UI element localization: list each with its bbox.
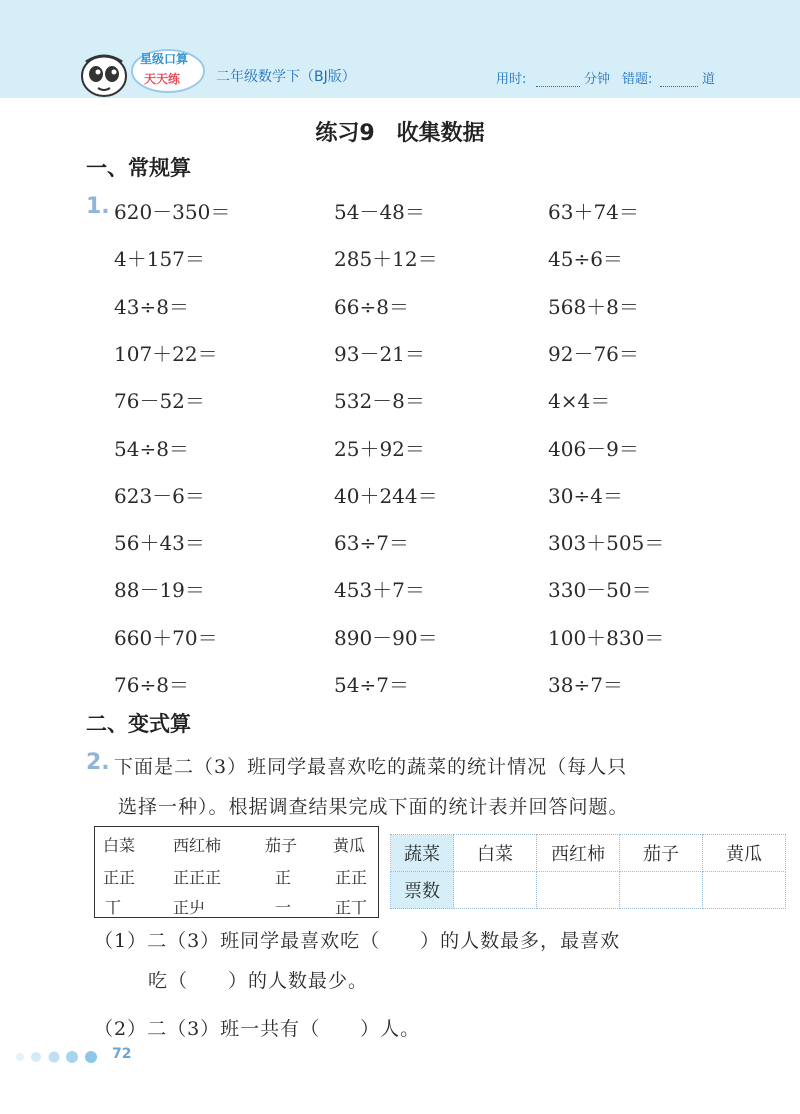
table-row xyxy=(391,835,786,872)
calc-problem: 623－6＝ xyxy=(114,483,205,508)
calc-problem: 92－76＝ xyxy=(548,341,639,366)
calc-problem: 285＋12＝ xyxy=(334,247,438,272)
badge-bottom-text: 天天练 xyxy=(144,72,181,86)
calc-problem: 54÷7＝ xyxy=(334,673,409,697)
calc-problem: 25＋92＝ xyxy=(334,436,425,461)
calc-problem: 330－50＝ xyxy=(548,578,652,603)
calc-problem: 660＋70＝ xyxy=(114,625,218,650)
minute-label: 分钟 xyxy=(584,72,611,87)
tally-header: 茄子 xyxy=(265,836,298,855)
tally-header: 白菜 xyxy=(103,836,136,855)
book-title: 二年级数学下（BJ版） xyxy=(216,69,356,85)
calc-problem: 38÷7＝ xyxy=(548,673,623,697)
subquestion-1-line2: 吃（ ）的人数最少。 xyxy=(148,970,369,992)
calc-problem: 303＋505＝ xyxy=(548,531,665,556)
calc-problem: 568＋8＝ xyxy=(548,294,639,319)
statistics-table xyxy=(390,834,786,909)
calc-problem: 100＋830＝ xyxy=(548,625,665,650)
table-row xyxy=(391,872,786,909)
badge-top-text: 星级口算 xyxy=(140,52,189,66)
table-row-head: 蔬菜 xyxy=(391,835,454,872)
calc-problem: 4＋157＝ xyxy=(114,247,205,272)
question-number-2: 2. xyxy=(86,750,110,775)
tally-mark: 正正 xyxy=(103,868,136,887)
tally-mark: 正 xyxy=(275,868,292,887)
subquestion-1-line1: （1）二（3）班同学最喜欢吃（ ）的人数最多，最喜欢 xyxy=(94,930,621,952)
calc-problem: 63÷7＝ xyxy=(334,531,409,556)
tally-header: 西红柿 xyxy=(173,836,222,855)
calc-problem: 45÷6＝ xyxy=(548,247,623,272)
tally-mark: 正䶹 xyxy=(173,898,206,917)
calc-problem: 66÷8＝ xyxy=(334,294,409,319)
calc-problem: 107＋22＝ xyxy=(114,341,218,366)
calc-problem: 54－48＝ xyxy=(334,200,425,224)
question-number-1: 1. xyxy=(86,194,110,219)
question-2-text-line2: 选择一种）。根据调查结果完成下面的统计表并回答问题。 xyxy=(118,796,629,818)
table-row-head: 票数 xyxy=(391,872,454,909)
calc-problem: 76－52＝ xyxy=(114,389,205,414)
answer-cell[interactable] xyxy=(537,872,620,909)
calc-problem: 620－350＝ xyxy=(114,200,231,224)
answer-cell[interactable] xyxy=(454,872,537,909)
calc-problem: 56＋43＝ xyxy=(114,531,205,556)
calc-problem: 93－21＝ xyxy=(334,341,425,366)
time-label: 用时: xyxy=(496,72,527,87)
tally-mark: 正丅 xyxy=(335,898,368,917)
calc-problem: 76÷8＝ xyxy=(114,673,189,697)
calc-problem: 453＋7＝ xyxy=(334,578,425,603)
calc-problem: 532－8＝ xyxy=(334,389,425,414)
tally-header: 黄瓜 xyxy=(333,836,366,855)
page-number: 72 xyxy=(112,1046,132,1062)
table-cell: 西红柿 xyxy=(537,835,620,872)
section-heading-routine: 一、常规算 xyxy=(86,156,191,180)
tally-mark: 一 xyxy=(275,898,292,917)
calc-problem: 63＋74＝ xyxy=(548,200,639,224)
calc-problem: 890－90＝ xyxy=(334,625,438,650)
calc-problem: 43÷8＝ xyxy=(114,294,189,319)
tally-mark: 正正正 xyxy=(173,868,222,887)
calc-problem: 88－19＝ xyxy=(114,578,205,603)
calc-problem: 406－9＝ xyxy=(548,436,639,461)
calc-problem: 54÷8＝ xyxy=(114,436,189,461)
answer-cell[interactable] xyxy=(620,872,703,909)
tally-survey-box xyxy=(94,826,379,918)
calc-problem: 30÷4＝ xyxy=(548,483,623,508)
subquestion-2: （2）二（3）班一共有（ ）人。 xyxy=(94,1018,421,1040)
errors-label: 错题: xyxy=(622,72,653,87)
count-label: 道 xyxy=(702,72,716,87)
table-cell: 白菜 xyxy=(454,835,537,872)
tally-mark: 正正 xyxy=(335,868,368,887)
section-heading-variant: 二、变式算 xyxy=(86,712,191,736)
answer-cell[interactable] xyxy=(703,872,786,909)
exercise-title: 练习9 收集数据 xyxy=(315,121,485,146)
table-cell: 黄瓜 xyxy=(703,835,786,872)
calc-problem: 4×4＝ xyxy=(548,389,611,414)
question-2-text-line1: 下面是二（3）班同学最喜欢吃的蔬菜的统计情况（每人只 xyxy=(114,756,628,778)
table-cell: 茄子 xyxy=(620,835,703,872)
calc-problem: 40＋244＝ xyxy=(334,483,438,508)
tally-mark: 丅 xyxy=(105,898,122,917)
page-decoration-dots xyxy=(14,1050,110,1064)
